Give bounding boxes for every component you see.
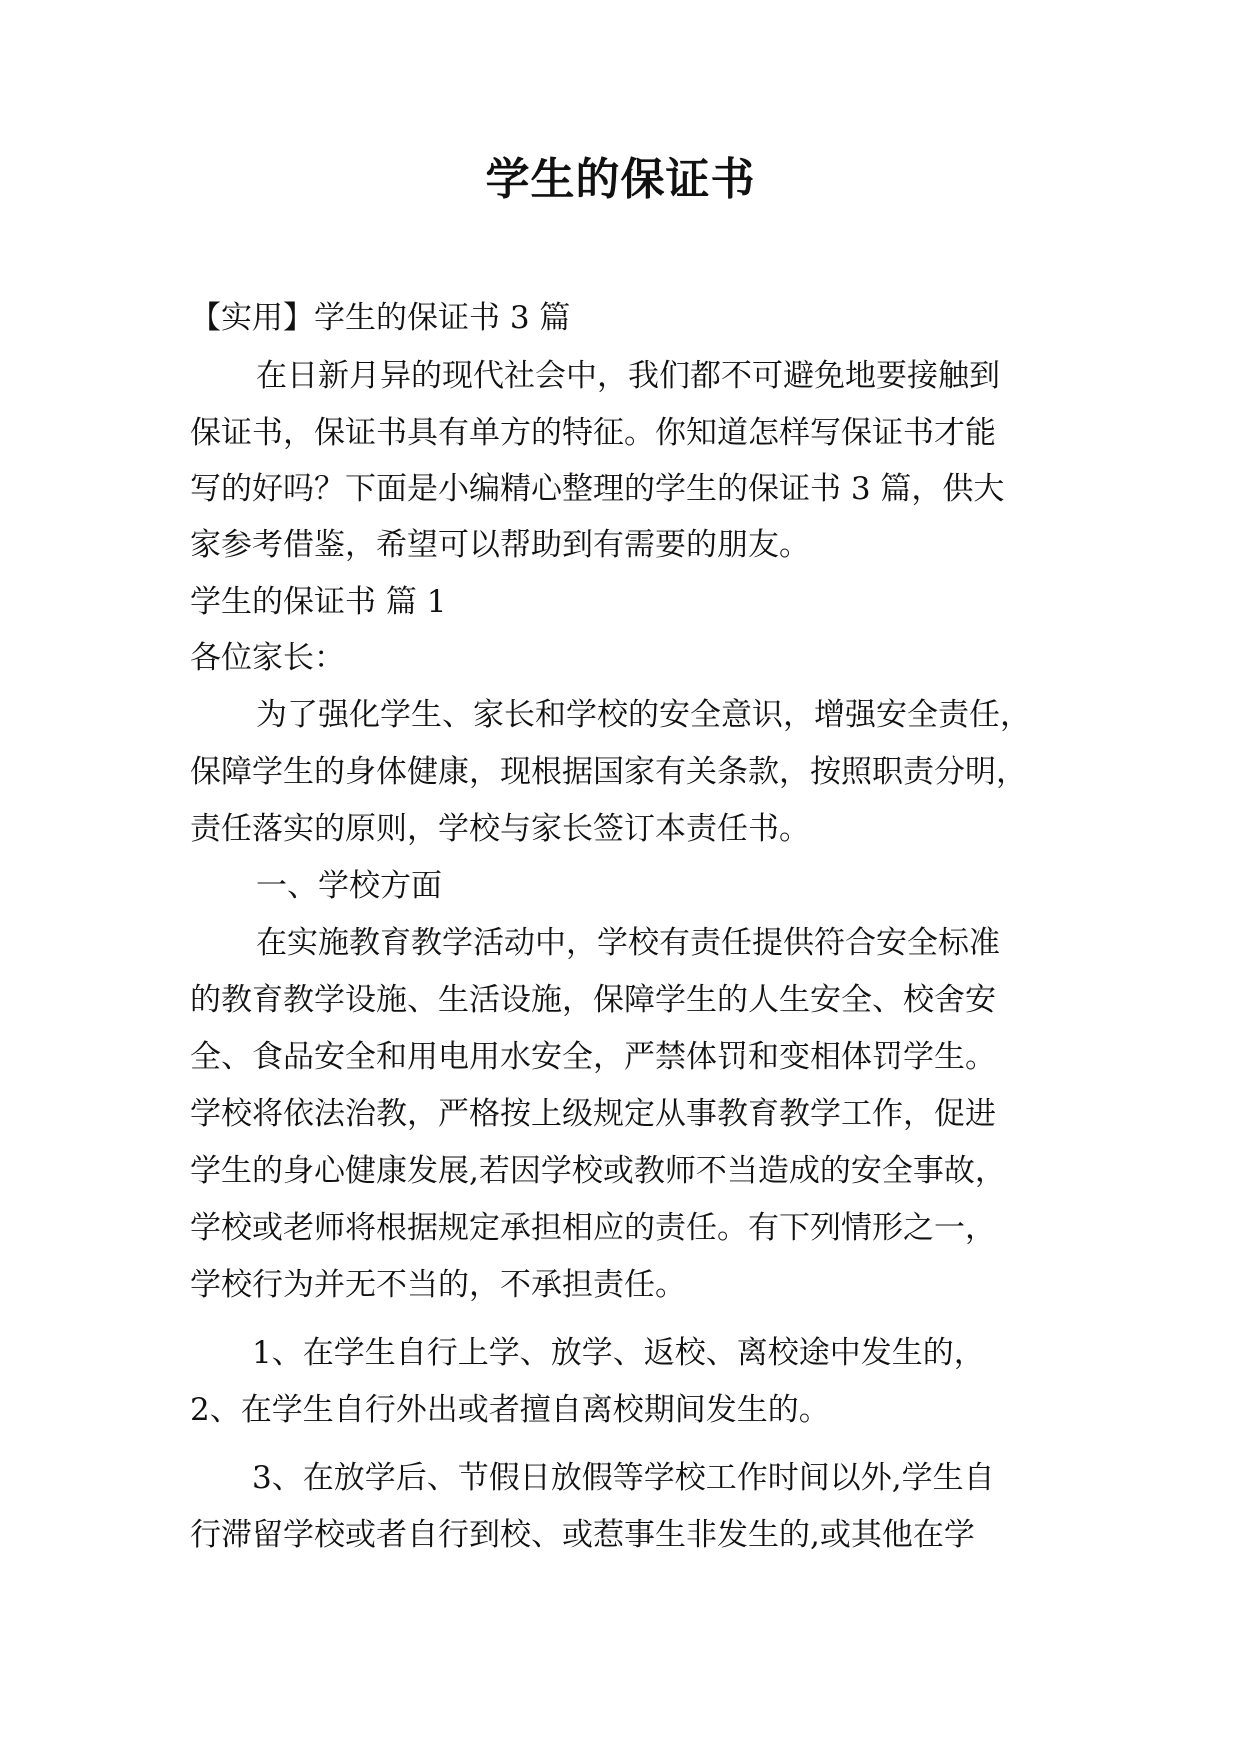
intro-line: 保证书，保证书具有单方的特征。你知道怎样写保证书才能: [190, 415, 996, 451]
list-item: 2、在学生自行外出或者擅自离校期间发生的。: [190, 1392, 830, 1428]
list-item: 1、在学生自行上学、放学、返校、离校途中发生的，: [252, 1335, 985, 1371]
body-line: 学校或老师将根据规定承担相应的责任。有下列情形之一，: [190, 1210, 996, 1246]
list-item: 3、在放学后、节假日放假等学校工作时间以外,学生自: [252, 1460, 995, 1496]
intro-line: 在日新月异的现代社会中，我们都不可避免地要接触到: [256, 358, 1000, 394]
body-line: 责任落实的原则，学校与家长签订本责任书。: [190, 811, 810, 847]
body-line: 保障学生的身体健康，现根据国家有关条款，按照职责分明，: [190, 754, 1027, 790]
subsection-heading: 一、学校方面: [256, 868, 442, 904]
intro-line: 写的好吗？下面是小编精心整理的学生的保证书 3 篇，供大: [190, 471, 1005, 507]
body-line: 的教育教学设施、生活设施，保障学生的人生安全、校舍安: [190, 982, 996, 1018]
body-line: 学生的身心健康发展,若因学校或教师不当造成的安全事故，: [190, 1153, 1006, 1189]
body-line: 为了强化学生、家长和学校的安全意识，增强安全责任，: [256, 697, 1031, 733]
body-line: 学校将依法治教，严格按上级规定从事教育教学工作，促进: [190, 1096, 996, 1132]
subtitle-line: 【实用】学生的保证书 3 篇: [190, 300, 571, 336]
list-item: 行滞留学校或者自行到校、或惹事生非发生的,或其他在学: [190, 1517, 975, 1553]
document-title: 学生的保证书: [485, 154, 756, 205]
body-line: 在实施教育教学活动中，学校有责任提供符合安全标准: [256, 925, 1000, 961]
intro-line: 家参考借鉴，希望可以帮助到有需要的朋友。: [190, 527, 810, 563]
salutation: 各位家长：: [190, 640, 345, 676]
section-heading: 学生的保证书 篇 1: [190, 584, 447, 620]
body-line: 全、食品安全和用电用水安全，严禁体罚和变相体罚学生。: [190, 1039, 996, 1075]
body-line: 学校行为并无不当的，不承担责任。: [190, 1267, 686, 1303]
